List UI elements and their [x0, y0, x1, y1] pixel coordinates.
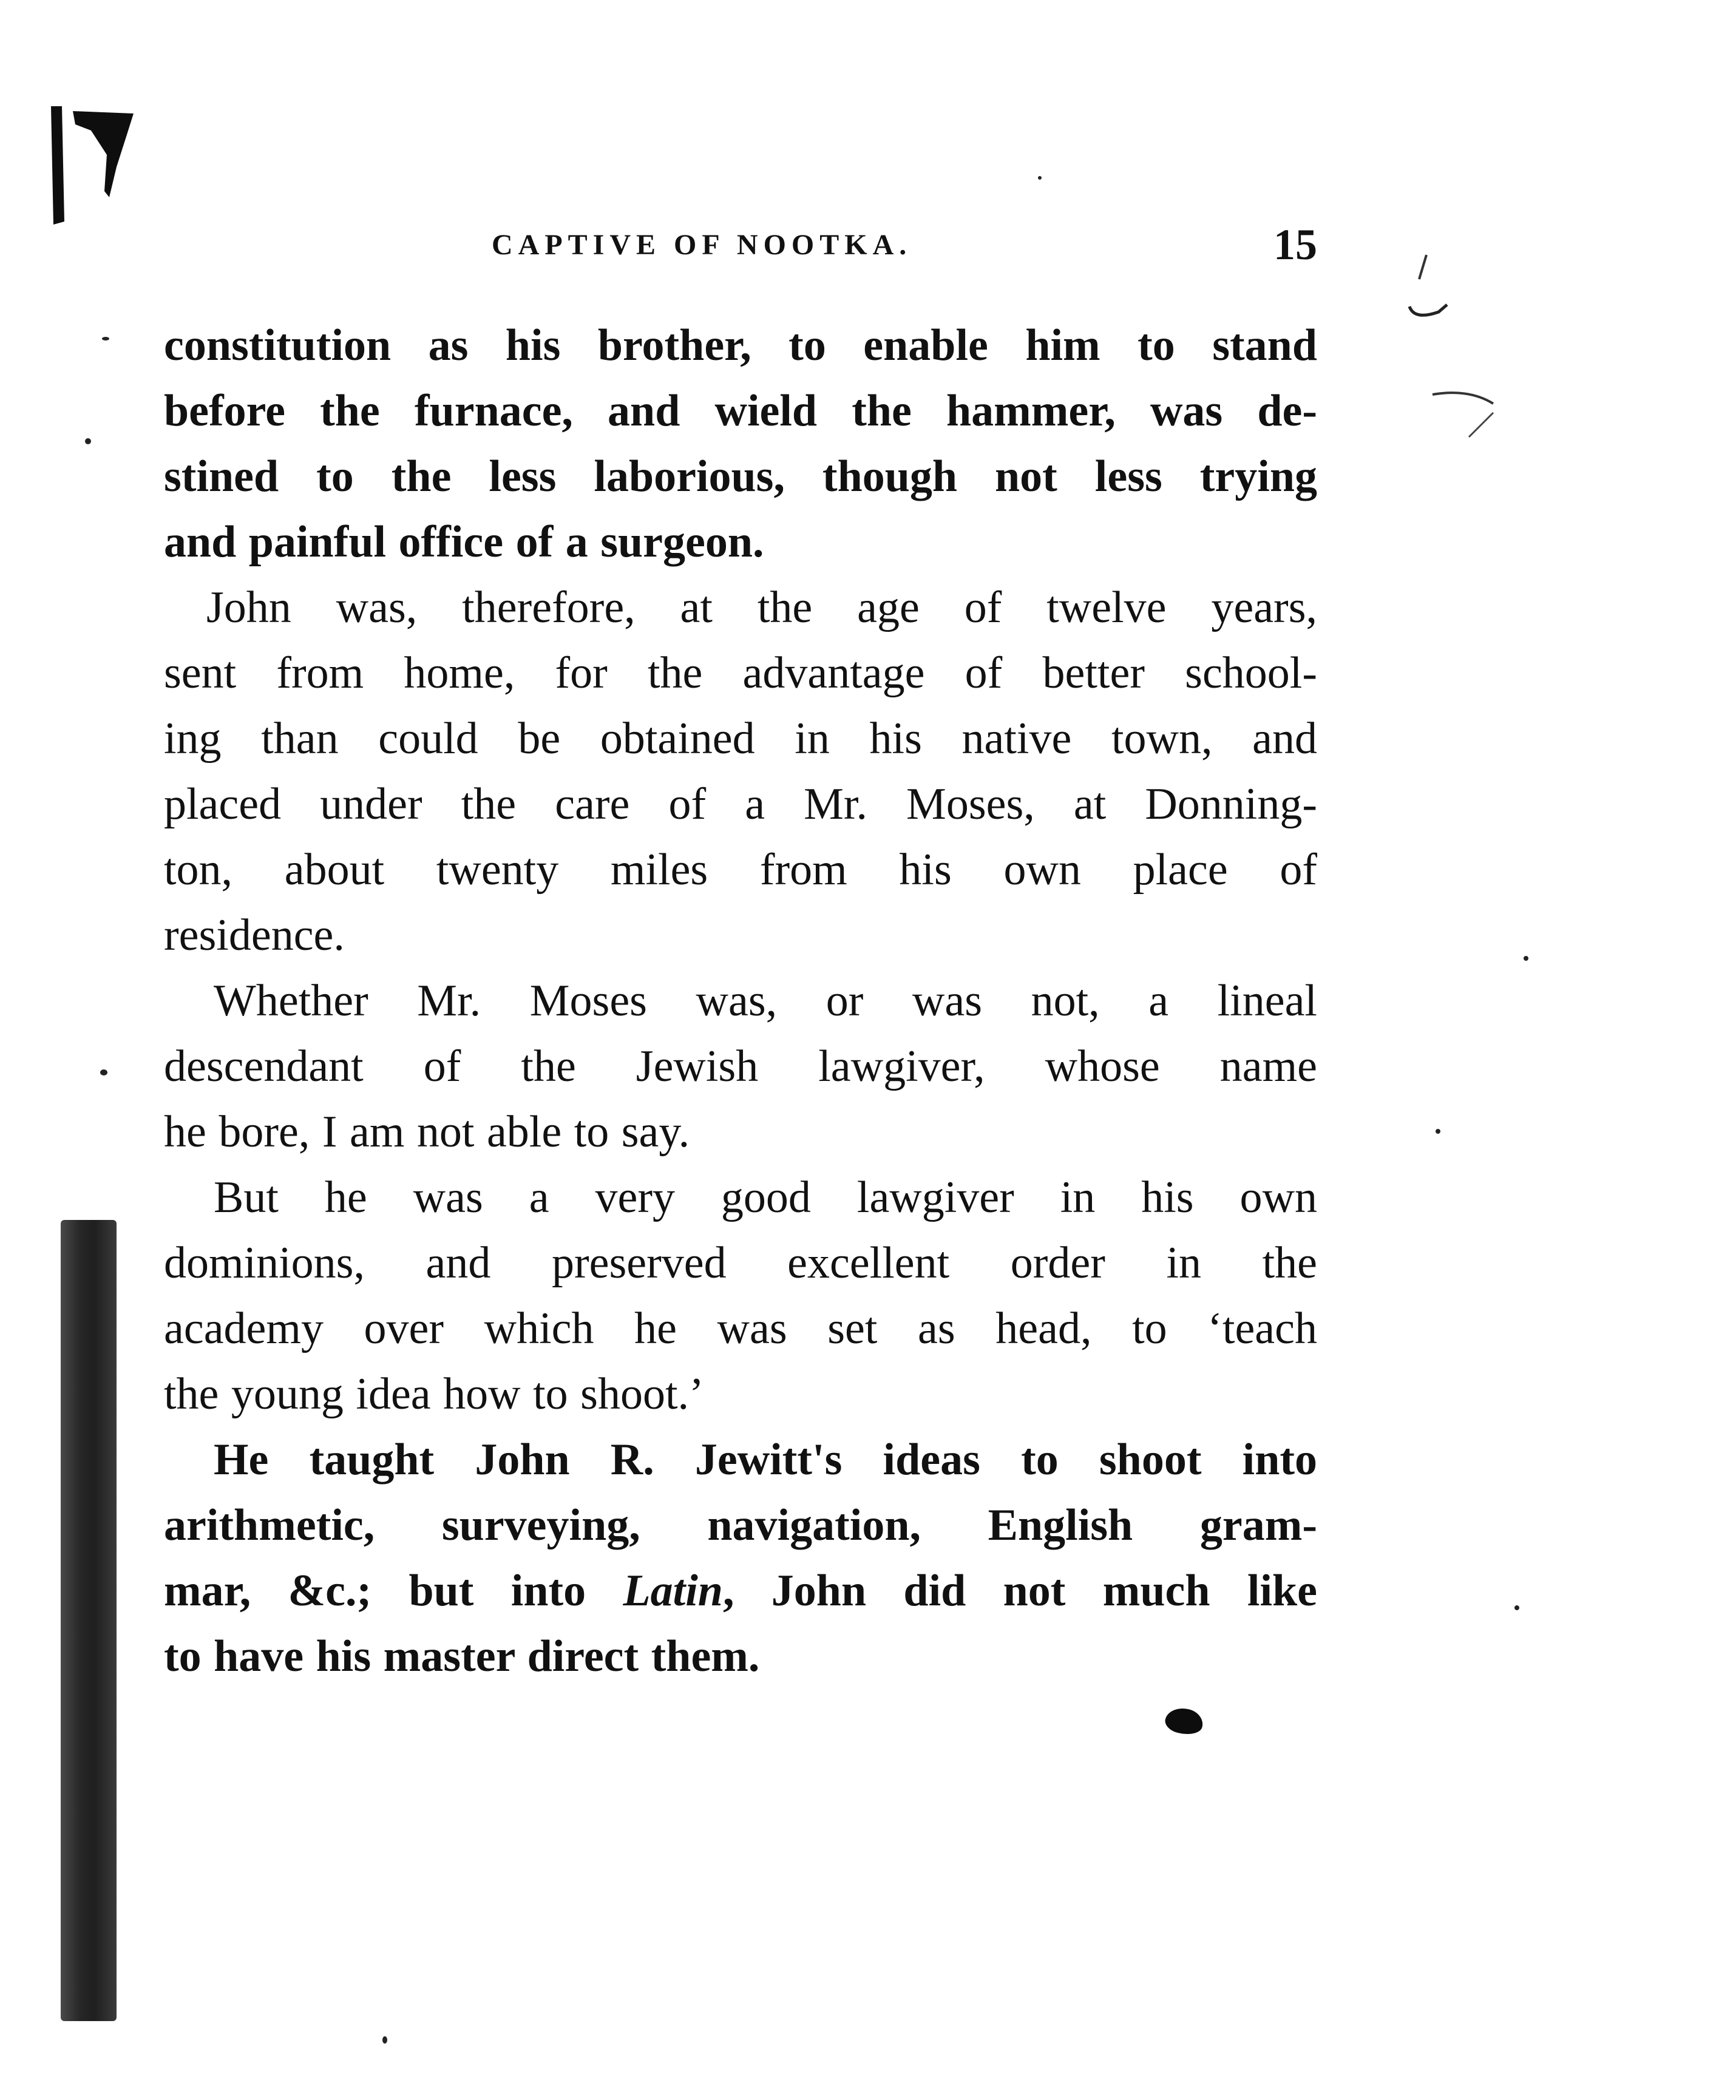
text-line: descendant of the Jewish lawgiver, whose name: [164, 1042, 1317, 1091]
scan-speck: [102, 337, 109, 340]
italic-word: Latin: [623, 1566, 723, 1616]
paragraph: [164, 1165, 1317, 1427]
scan-speck: [1436, 1129, 1440, 1134]
ink-blot-icon: [1163, 1704, 1205, 1738]
paragraph: [164, 968, 1317, 1165]
text-line: the young idea how to shoot.’: [164, 1369, 704, 1419]
text-line: before the furnace, and wield the hammer, was de-: [164, 386, 1317, 436]
scan-edge-mark-icon: [49, 100, 140, 234]
scan-speck: [382, 2036, 387, 2044]
text-line: residence.: [164, 910, 345, 960]
scan-speck: [1524, 956, 1528, 961]
text-line: [164, 1558, 1317, 1624]
scan-speck: [85, 438, 91, 444]
text-line: ing than could be obtained in his native town, and: [164, 714, 1317, 764]
text-line: He taught John R. Jewitt's ideas to shoot into: [214, 1435, 1317, 1485]
text-line: academy over which he was set as head, to ‘teach: [164, 1304, 1317, 1353]
text-line: John was, therefore, at the age of twelve years,: [206, 583, 1317, 632]
paragraph: [164, 1427, 1317, 1689]
text-line: dominions, and preserved excellent order in the: [164, 1238, 1317, 1288]
margin-scribble-icon: [1402, 249, 1524, 479]
text-line: sent from home, for the advantage of better school-: [164, 648, 1317, 698]
text-line: constitution as his brother, to enable him to stand: [164, 320, 1317, 370]
text-line: ton, about twenty miles from his own place of: [164, 845, 1317, 895]
text-line: he bore, I am not able to say.: [164, 1107, 690, 1157]
text-segment: mar, &c.; but into: [164, 1566, 586, 1616]
scan-speck: [1514, 1605, 1519, 1610]
text-line: to have his master direct them.: [164, 1631, 760, 1681]
body-text: [164, 313, 1317, 1689]
scan-gutter-shadow: [61, 1220, 117, 2021]
text-line: placed under the care of a Mr. Moses, at Donning-: [164, 779, 1317, 829]
scan-speck: [1038, 176, 1042, 180]
running-title: CAPTIVE OF NOOTKA.: [492, 229, 912, 261]
paragraph: [164, 575, 1317, 968]
text-line: But he was a very good lawgiver in his own: [214, 1173, 1317, 1222]
text-line: Whether Mr. Moses was, or was not, a lineal: [214, 976, 1317, 1026]
paragraph: [164, 313, 1317, 575]
text-line: stined to the less laborious, though not less trying: [164, 452, 1317, 501]
text-segment: , John did not much like: [722, 1566, 1317, 1616]
page-number: 15: [1273, 220, 1317, 269]
text-line: arithmetic, surveying, navigation, English gram-: [164, 1500, 1317, 1550]
scan-speck: [100, 1069, 107, 1075]
running-head: [164, 220, 1317, 271]
text-line: and painful office of a surgeon.: [164, 517, 764, 567]
